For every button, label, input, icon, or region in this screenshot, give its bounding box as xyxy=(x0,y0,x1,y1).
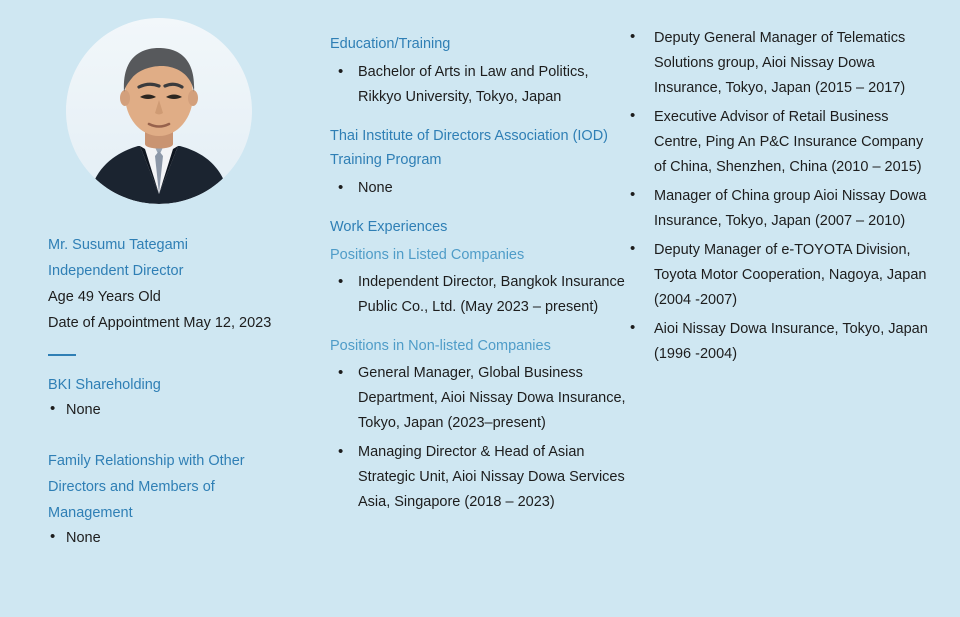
list-item: • None xyxy=(48,526,298,550)
list-item: • General Manager, Global Business Department, Aioi Nissay Dowa Insurance, Tokyo, Japan (2023–present) xyxy=(330,361,630,436)
list-item: • Manager of China group Aioi Nissay Dowa Insurance, Tokyo, Japan (2007 – 2010) xyxy=(622,184,932,234)
person-age: Age 49 Years Old xyxy=(48,289,161,305)
family-relationship-title: Family Relationship with Other Directors and Members of Management xyxy=(48,453,245,521)
person-appointment-date: Date of Appointment May 12, 2023 xyxy=(48,315,272,331)
listed-companies-title: Positions in Listed Companies xyxy=(330,247,525,263)
family-relationship-list xyxy=(48,526,298,550)
profile-column xyxy=(48,18,298,552)
person-role: Independent Director xyxy=(48,263,184,279)
work-experiences-title: Work Experiences xyxy=(330,219,448,235)
list-item: • Deputy Manager of e-TOYOTA Division, Toyota Motor Cooperation, Nagoya, Japan (2004 -2007) xyxy=(622,238,932,313)
education-title: Education/Training xyxy=(330,36,451,52)
listed-companies-list xyxy=(330,270,630,320)
work-experience-continued-column xyxy=(622,26,932,371)
nonlisted-companies-list xyxy=(330,361,630,515)
list-item: • Aioi Nissay Dowa Insurance, Tokyo, Japan (1996 -2004) xyxy=(622,317,932,367)
spacer xyxy=(48,424,298,448)
list-item: • Deputy General Manager of Telematics Solutions group, Aioi Nissay Dowa Insurance, Tokyo, Japan (2015 – 2017) xyxy=(622,26,932,101)
portrait-photo xyxy=(66,18,252,204)
list-item: • Executive Advisor of Retail Business Centre, Ping An P&C Insurance Company of China, Shenzhen, China (2010 – 2015) xyxy=(622,105,932,180)
education-list xyxy=(330,60,630,110)
list-item: • Independent Director, Bangkok Insurance Public Co., Ltd. (May 2023 – present) xyxy=(330,270,630,320)
education-work-column xyxy=(330,32,630,529)
continued-experience-list xyxy=(622,26,932,367)
iod-list xyxy=(330,176,630,201)
list-item: • None xyxy=(330,176,630,201)
divider xyxy=(48,354,76,356)
shareholding-title: BKI Shareholding xyxy=(48,377,161,393)
avatar xyxy=(66,18,252,204)
list-item: • None xyxy=(48,398,298,422)
list-item: • Bachelor of Arts in Law and Politics, Rikkyo University, Tokyo, Japan xyxy=(330,60,630,110)
iod-title: Thai Institute of Directors Association (IOD) Training Program xyxy=(330,128,609,168)
person-name: Mr. Susumu Tategami xyxy=(48,237,188,253)
list-item: • Managing Director & Head of Asian Strategic Unit, Aioi Nissay Dowa Services Asia, Singapore (2018 – 2023) xyxy=(330,440,630,515)
nonlisted-companies-title: Positions in Non-listed Companies xyxy=(330,338,551,354)
shareholding-list xyxy=(48,398,298,422)
